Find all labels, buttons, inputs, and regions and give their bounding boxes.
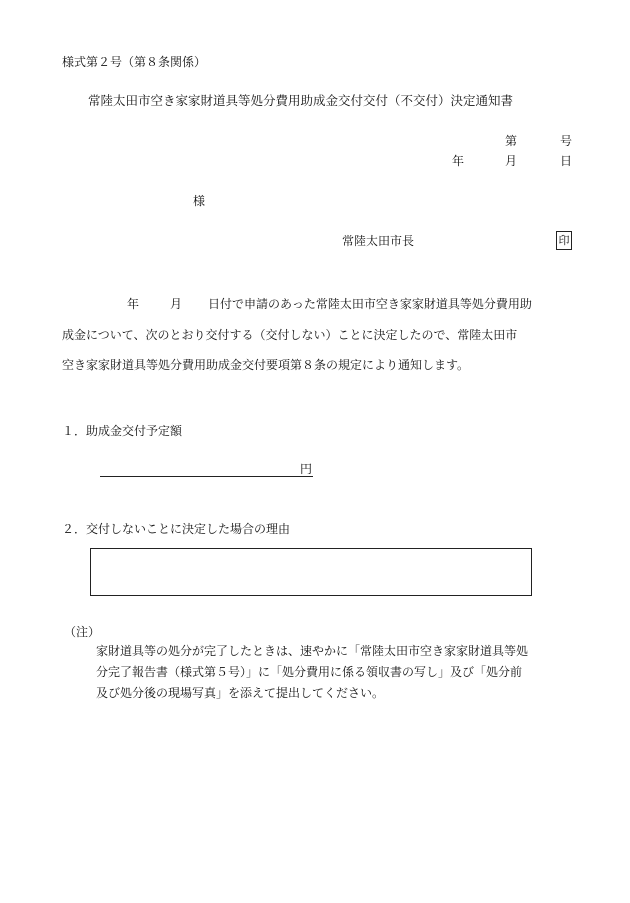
note-line1: 家財道具等の処分が完了したときは、速やかに「常陸太田市空き家家財道具等処 [96,644,529,658]
currency-unit: 円 [300,462,313,476]
body-line2: 成金について、次のとおり交付する（交付しない）ことに決定したので、常陸太田市 [62,328,518,342]
amount-field-line [100,476,313,477]
body-line1-year: 年 [127,297,140,311]
section2-heading: ２．交付しないことに決定した場合の理由 [62,522,291,536]
body-line3: 空き家家財道具等処分費用助成金交付要項第８条の規定により通知します。 [62,358,470,372]
date-day-label: 日 [560,154,573,168]
body-line1-month: 月 [170,297,183,311]
form-label: 様式第２号（第８条関係） [62,55,207,69]
date-month-label: 月 [505,154,518,168]
date-year-label: 年 [452,154,465,168]
note-line3: 及び処分後の現場写真」を添えて提出してください。 [96,686,385,700]
note-line2: 分完了報告書（様式第５号）」に「処分費用に係る領収書の写し」及び「処分前 [96,665,523,679]
addressee-suffix: 様 [193,194,206,208]
issuer-name: 常陸太田市長 [342,234,415,248]
body-line1-text: 日付で申請のあった常陸太田市空き家家財道具等処分費用助 [208,297,532,311]
document-title: 常陸太田市空き家家財道具等処分費用助成金交付交付（不交付）決定通知書 [88,93,514,108]
section1-heading: １．助成金交付予定額 [62,424,183,438]
number-label-go: 号 [560,134,573,148]
reason-box [90,548,532,596]
number-label-dai: 第 [505,134,518,148]
note-label: （注） [64,625,101,639]
seal-stamp: 印 [556,231,572,250]
